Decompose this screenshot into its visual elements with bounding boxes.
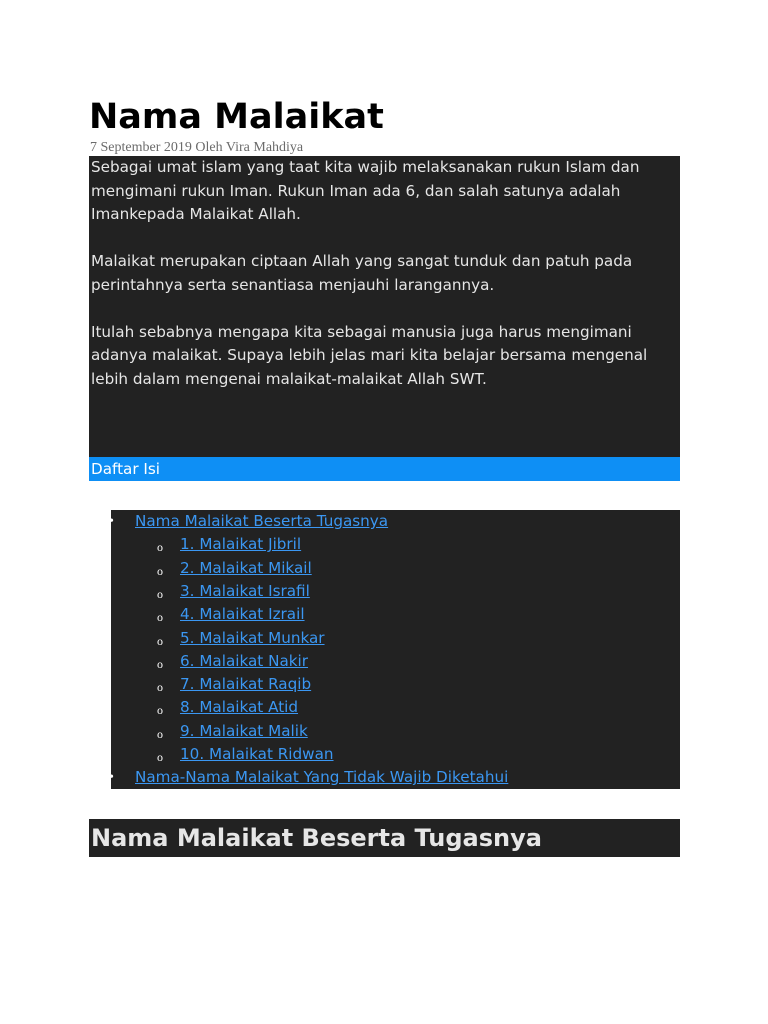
circle-bullet-icon: o	[157, 703, 163, 718]
intro-paragraph: Sebagai umat islam yang taat kita wajib melaksanakan rukun Islam dan mengimani rukun Iman. Rukun Iman ada 6, dan salah satunya adalah Imankepada Malaikat Allah.	[91, 158, 640, 223]
circle-bullet-icon: o	[157, 656, 163, 671]
toc-link-tidak-wajib[interactable]: Nama-Nama Malaikat Yang Tidak Wajib Diketahui	[135, 768, 509, 787]
circle-bullet-icon: o	[157, 726, 163, 741]
table-of-contents	[111, 510, 680, 789]
toc-link-nama-malaikat[interactable]: Nama Malaikat Beserta Tugasnya	[135, 512, 389, 530]
intro-block	[89, 156, 680, 457]
circle-bullet-icon: o	[157, 610, 163, 625]
toc-link-israfil[interactable]: 3. Malaikat Israfil	[180, 581, 310, 600]
toc-link-raqib[interactable]: 7. Malaikat Raqib	[180, 675, 312, 694]
circle-bullet-icon: o	[157, 750, 163, 764]
circle-bullet-icon: o	[157, 586, 163, 601]
section-heading: Nama Malaikat Beserta Tugasnya	[89, 819, 680, 857]
toc-header[interactable]: Daftar Isi	[89, 457, 680, 481]
circle-bullet-icon: o	[157, 540, 163, 555]
intro-paragraph: Itulah sebabnya mengapa kita sebagai manusia juga harus mengimani adanya malaikat. Supaya lebih jelas mari kita belajar bersama mengenal lebih dalam mengenai malaikat-malaikat Allah SWT.	[91, 322, 648, 388]
circle-bullet-icon: o	[157, 633, 163, 648]
circle-bullet-icon: o	[157, 563, 163, 578]
toc-link-ridwan[interactable]: 10. Malaikat Ridwan	[180, 745, 334, 763]
toc-link-malik[interactable]: 9. Malaikat Malik	[180, 721, 308, 740]
page-title: Nama Malaikat	[89, 97, 384, 137]
article	[89, 95, 680, 852]
circle-bullet-icon: o	[157, 680, 163, 695]
toc-link-mikail[interactable]: 2. Malaikat Mikail	[180, 558, 312, 577]
bullet-icon: •	[109, 514, 114, 529]
toc-link-jibril[interactable]: 1. Malaikat Jibril	[180, 535, 302, 554]
toc-link-atid[interactable]: 8. Malaikat Atid	[180, 698, 299, 717]
toc-link-izrail[interactable]: 4. Malaikat Izrail	[180, 605, 305, 624]
article-meta: 7 September 2019 Oleh Vira Mahdiya	[90, 140, 304, 155]
intro-paragraph: Malaikat merupakan ciptaan Allah yang sangat tunduk dan patuh pada perintahnya serta senantiasa menjauhi larangannya.	[91, 252, 633, 294]
toc-link-munkar[interactable]: 5. Malaikat Munkar	[180, 628, 325, 647]
toc-link-nakir[interactable]: 6. Malaikat Nakir	[180, 651, 309, 670]
bullet-icon: •	[109, 770, 114, 786]
